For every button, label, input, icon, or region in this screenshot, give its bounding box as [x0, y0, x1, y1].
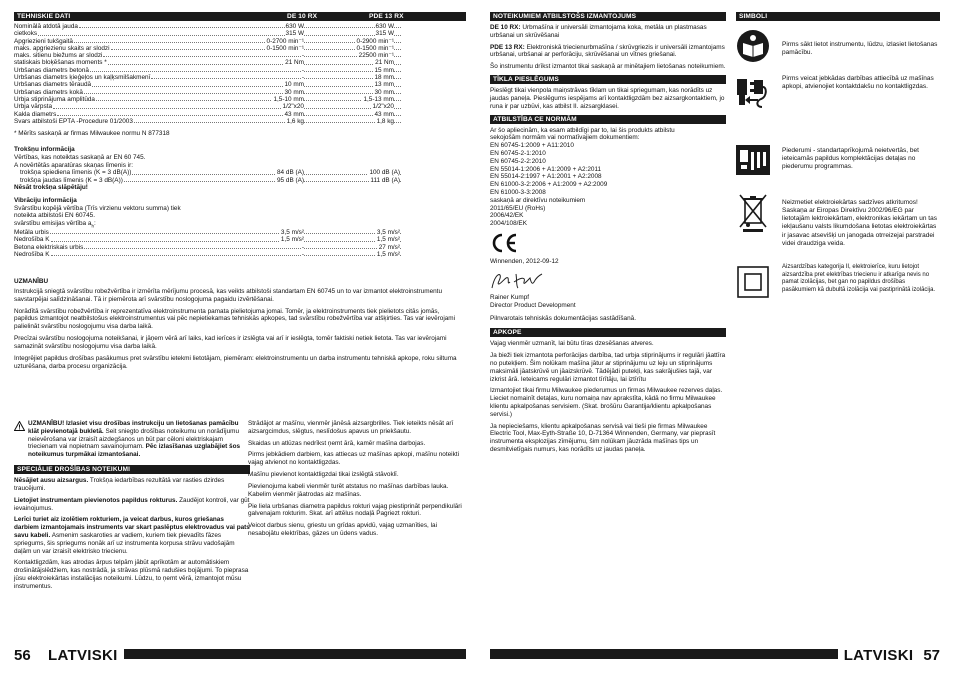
tech-data-header	[14, 12, 466, 21]
mid-para-5: Pievienojuma kabeli vienmēr turēt atstatus no mašīnas darbības lauka. Kabelim vienmēr jāatrodas aiz mašīnas.	[248, 482, 449, 498]
row-value-b: 27 m/s²	[378, 243, 400, 251]
row-value-a: -	[301, 243, 304, 251]
ce-line: EN 55014-2:1997 + A1:2001 + A2:2008	[490, 173, 602, 181]
network-text: Pieslēgt tikai vienpola maiņstrāvas tīklam un tikai spriegumam, kas norādīts uz jaudas paneļa. Pieslēgums iespējams arī kontaktligzdām bez aizsargkontaktiem, jo runa ir par uzbūvi, kas atbilst II. aizsargklasei.	[490, 87, 725, 110]
ce-line: EN 61000-3-2:2006 + A1:2009 + A2:2009	[490, 181, 608, 189]
row-leader	[108, 59, 401, 67]
ce-line: EN 60745-1:2009 + A11:2010	[490, 142, 574, 150]
warning-para-1: Instrukcijā sniegtā svārstību robežvērtība ir izmērīta mērījumu procesā, kas veikts atbilstoši standartam EN 60745 un to var izmantot elektroinstrumentu savstarpējai salīdzināšanai. Tā ir piemērota arī svārstību noslogojuma pagaidu izvērtēšanai.	[14, 288, 443, 303]
row-value-a: 0-2700 min⁻¹	[266, 37, 304, 45]
ce-line: EN 61000-3-3:2008	[490, 189, 546, 196]
row-value-b: 13 mm	[374, 81, 394, 89]
row-value-a: -	[301, 52, 304, 60]
row-value-b: 100 dB (A)	[369, 169, 400, 177]
noise-line-2: A novērtētās aparatūras skaņas līmenis ir:	[14, 161, 133, 169]
row-value-b: 1,5 m/s²	[376, 236, 400, 244]
row-leader	[132, 169, 401, 177]
ce-declaration	[490, 127, 726, 229]
tech-row	[14, 23, 402, 30]
row-leader	[151, 74, 401, 82]
row-value-b: 3,5 m/s²	[376, 229, 400, 237]
tech-data-table	[14, 23, 402, 125]
row-label: Urbšanas diametrs ķieģeļos un kaļķsmilšakmenī	[14, 74, 151, 82]
row-leader	[103, 52, 401, 60]
symbol-text-3: Piederumi - standartaprīkojumā neietvertās, bet ieteicamās papildus komplektācijas detaļas no piederumu programmas.	[782, 147, 919, 171]
mid-para-3: Pirms jebkādiem darbiem, kas attiecas uz mašīnas apkopi, mašīnu noteikti vajag atvienot no kontaktligzdas.	[248, 451, 459, 467]
left-lower-col-1	[14, 420, 250, 595]
warning-triangle-icon	[14, 421, 25, 431]
row-value-b: 15 mm	[374, 66, 394, 74]
warning-para-4: Integrējiet papildus drošības pasākumus pret svārstību ietekmi lietotājam, piemēram: elektroinstrumentu un darba instrumentu tehniskā apkope, roku siltuma uzturēšana, darba procesu organizācija.	[14, 354, 457, 370]
signer-name: Rainer Kumpf	[490, 293, 530, 301]
warning-title: UZMANĪBU	[14, 278, 49, 286]
row-label: trokšņa spiediena līmenis (K = 3 dB(A))	[20, 169, 132, 177]
row-label: trokšņa jaudas līmenis (K = 3 dB(A))	[20, 176, 123, 184]
footnote: * Mērīts saskaņā ar firmas Milwaukee normu N 877318	[14, 130, 170, 138]
accessories-icon	[736, 145, 770, 179]
vib-row	[14, 244, 402, 251]
unplug-icon	[736, 75, 770, 109]
row-label: Urbšanas diametrs kokā	[14, 88, 83, 96]
ce-line: EN 60745-2-2:2010	[490, 157, 546, 165]
use-note: Šo instrumentu drīkst izmantot tikai saskaņā ar minētajiem lietošanas noteikumiem.	[490, 63, 726, 71]
tech-row	[14, 52, 402, 59]
mid-para-6: Pie liela urbšanas diametra papildus rokturi vajag piestiprināt perpendikulāri galvenajam rokturim. Skat. arī attēlus nodaļā Pagriezt rokturi.	[248, 502, 462, 518]
special-rule-4: Kontaktligzdām, kas atrodas ārpus telpām jābūt aprīkotām ar automātiskiem drošinātājslēdžiem, kas nostrādā, ja strāvas plūsmā radušies bojājumi. To pieprasa jūsu elektroiekārtas instalācijas noteikumi. Lūdzu, to ņemt vērā, izmantojot mūsu instrumentus.	[14, 559, 249, 590]
row-value-b: 630 W	[375, 23, 394, 30]
tech-row	[14, 45, 402, 52]
attention-bold: UZMANĪBU! Izlasiet visu drošības instrukciju un lietošanas pamācību klāt pievienotajā bukletā.	[28, 420, 239, 435]
row-leader	[74, 38, 401, 43]
symbol-row-3	[736, 145, 940, 193]
noise-note: Nēsāt trokšņa slāpētāju!	[14, 184, 88, 191]
symbol-text-1: Pirms sākt lietot instrumentu, lūdzu, izlasiet lietošanas pamācību.	[782, 41, 938, 57]
tech-row	[14, 96, 402, 103]
row-label: Nedrošība K	[14, 250, 50, 258]
col-b-label: PDE 13 RX	[369, 13, 404, 20]
symbol-row-1	[736, 29, 940, 75]
row-value-a: 84 dB (A)	[277, 169, 304, 177]
left-lower-col-2	[248, 420, 462, 542]
page-number-left: 56	[14, 647, 31, 664]
row-value-a: 30 mm	[284, 88, 304, 96]
row-leader	[90, 67, 401, 72]
row-leader	[79, 23, 401, 28]
maint-para-3: Izmantojiet tikai firmu Milwaukee piederumus un firmas Milwaukee rezerves daļas. Lieciet nomainīt detaļas, kuru nomaiņa nav aprakstīta, kādā no firmu Milwaukee klientu apkalpošanas servisiem. (Skat. brošūru Garantija/klientu apkalpošanas servisi.)	[490, 387, 723, 418]
vib-row	[14, 251, 402, 258]
row-leader	[84, 244, 401, 249]
tech-row	[14, 59, 402, 66]
ce-line: EN 55014-1:2006 + A1:2009 + A2:2011	[490, 165, 602, 173]
attention-block	[14, 420, 250, 459]
row-value-a: 3,5 m/s²	[280, 229, 304, 237]
vib-row	[14, 229, 402, 236]
row-label: Urbja vārpsta	[14, 103, 53, 111]
tech-row	[14, 103, 402, 110]
page-number-right: 57	[923, 647, 940, 664]
row-label: Svars atbilstoši EPTA -Procedure 01/2003	[14, 117, 133, 125]
ce-line: 2011/65/EU (RoHs)	[490, 204, 546, 212]
row-value-a: 1,6 kg	[286, 117, 304, 125]
vib-line-3: svārstību emisijas vērtība $a_h$:	[14, 220, 96, 229]
row-value-b: 111 dB (A)	[370, 176, 400, 184]
attention-rest: Seit sniegto drošības noteikumu un norādījumu neievērošana var izraisīt aizdegšanos un būt par cēloni elektriskajam triecienam vai nopietnam savainojumam.	[28, 427, 240, 451]
row-value-b: 18 mm	[374, 74, 394, 82]
row-leader	[96, 96, 401, 101]
row-label: Kakla diametrs	[14, 110, 57, 118]
row-value-a: 95 dB (A)	[277, 176, 304, 184]
row-value-a: -	[301, 250, 304, 258]
mid-para-2: Skaidas un atlūzas nedrīkst ņemt ārā, kamēr mašīna darbojas.	[248, 439, 426, 447]
mid-para-7: Veicot darbus sienu, griestu un grīdas apvidū, vajag uzmanīties, lai nesabojātu elektrības, gāzes un ūdens vadus.	[248, 522, 437, 537]
ce-line: sekojošām normām vai normatīvajiem dokumentiem:	[490, 134, 640, 142]
row-value-b: 1/2"x20	[372, 103, 394, 111]
symbol-text-2: Pirms veicat jebkādas darbības attiecībā uz mašīnas apkopi, atvienojiet kontaktdakšu no kontaktligzdas.	[782, 75, 934, 91]
row-value-a: 0-1500 min⁻¹	[266, 44, 304, 52]
ce-line: saskaņā ar direktīvu noteikumiem	[490, 196, 586, 204]
ce-line: EN 60745-2-1:2010	[490, 149, 546, 157]
tech-row	[14, 89, 402, 96]
ce-line: Ar šo apliecinām, ka esam atbildīgi par to, lai šis produkts atbilstu	[490, 126, 675, 134]
ce-mark	[490, 232, 520, 254]
symbol-row-5	[736, 265, 940, 313]
row-label: Apgriezieni tukšgaitā	[14, 37, 73, 45]
row-value-b: 0-1500 min⁻¹	[356, 44, 394, 52]
row-leader	[124, 177, 401, 182]
noise-row	[20, 169, 402, 176]
weee-bin-icon	[736, 193, 770, 233]
footer-bar-left	[124, 649, 466, 659]
page-title-left: LATVISKI	[48, 647, 118, 664]
noise-table	[14, 169, 402, 184]
tech-row	[14, 118, 402, 125]
ce-line: 2004/108/EK	[490, 220, 527, 228]
row-label: cietkoks	[14, 30, 38, 38]
row-value-a: 315 W	[285, 30, 304, 38]
row-value-b: 1,5 m/s²	[376, 250, 400, 258]
left-footer	[14, 648, 466, 664]
row-value-b: 30 mm	[374, 88, 394, 96]
maint-para-2: Ja bieži tiek izmantota perforācijas darbība, tad urbja stiprinājums ir regulāri jāattīra no putekļiem. Šim nolūkam mašīna jātur ar stiprinājumu uz leju un stiprinājums maksimāli jāatskrūvē un jāaizskrūvē. Tādējādi putekļi, kas sakrājušies tajā, var izkrist ārā. Ieteicams regulāri izmantot tīrītāju, lai iztīrītu	[490, 352, 726, 383]
tech-row	[14, 38, 402, 45]
row-value-a: 43 mm	[284, 110, 304, 118]
row-value-a: 21 Nm	[285, 59, 304, 67]
row-leader	[84, 89, 401, 94]
maint-para-4: Ja nepieciešams, klientu apkalpošanas servisā vai tieši pie firmas Milwaukee Electric Tool, Max-Eyth-Straße 10, D-71364 Winnenden, Germany, var pieprasīt instrumenta eksplozijas zīmējumu, šim nolūkam jāuzrāda mašīnas tips un desmitvietīgais numurs, kas norādīts uz jaudas paneļa.	[490, 422, 716, 454]
network-header: TĪKLA PIESLĒGUMS	[490, 75, 726, 84]
row-value-b: 22500 min⁻¹	[358, 52, 394, 60]
vib-line-2: noteikta atbilstoši EN 60745.	[14, 212, 95, 220]
warning-section	[14, 278, 464, 370]
row-value-b: 21 Nm	[375, 59, 394, 67]
class-ii-icon	[736, 265, 770, 299]
row-leader	[51, 251, 401, 256]
row-label: Urbja stiprinājuma amplitūda	[14, 95, 95, 103]
row-leader	[50, 229, 401, 237]
right-col-2	[736, 12, 940, 313]
right-col-1	[490, 12, 726, 458]
special-rule-2: Lietojiet instrumentam pievienotos papildus rokturus. Zaudējot kontroli, var gūt ievainojumus.	[14, 496, 250, 512]
row-label: statiskais bloķēšanas moments *	[14, 59, 107, 67]
ce-mark-icon	[490, 232, 520, 254]
row-value-a: 1,5-10 mm	[273, 95, 304, 103]
special-rules-header: SPECIĀLIE DROŠĪBAS NOTEIKUMI	[14, 465, 250, 474]
row-label: Metāla urbis	[14, 229, 49, 237]
noise-row	[20, 177, 402, 184]
special-rule-3: Lerīci turiet aiz izolētiem rokturiem, ja veicat darbus, kuros griešanas darbiem izmantojamais instruments var skart paslēptus elektrovadus vai pats savu kabeli. Asmenim saskaroties ar vadiem, kuriem tiek pievadīts fāzes spriegums, šis spriegums nonāk arī uz instrumenta korpusa strāvu vadošajām daļām un var izraisīt elektrisko triecienu.	[14, 516, 250, 555]
row-label: maks. sitienu biežums ar slodzi	[14, 52, 103, 60]
tech-row	[14, 74, 402, 81]
symbol-text-4: Neizmetiet elektroiekārtas sadzīves atkritumos! Saskaņa ar Eiropas Direktīvu 2002/96/EG par lietotajām lektroiekārtam, elektronikas iekārtam un tas iekļaušanu valsts likumdošana lietotas elektroiekārtas ir jasavac atsevišķi un janogada otrreizejai parstradei videi draudziga veida.	[782, 199, 937, 247]
tech-row	[14, 30, 402, 37]
use-de: DE 10 RX: Urbmašīna ir universāli izmantojama koka, metāla un plastmasas urbšanai un skrūvēšanai	[490, 24, 707, 39]
mid-para-1: Strādājot ar mašīnu, vienmēr jānēsā aizsargbrilles. Tiek ieteikts nēsāt arī aizsargcimdus, slēgtus, neslīdošus apavus un priekšautu.	[248, 420, 454, 435]
maintenance-header: APKOPE	[490, 328, 726, 337]
signature-icon	[490, 270, 550, 292]
row-label: Urbšanas diametrs betonā	[14, 66, 89, 74]
col-a-label: DE 10 RX	[287, 13, 318, 20]
row-leader	[92, 81, 401, 89]
mid-para-4: Mašīnu pievienot kontaktligzdai tikai izslēgtā stāvoklī.	[248, 471, 399, 479]
tech-data-title: TEHNISKIE DATI	[17, 13, 71, 20]
warning-para-3: Precīzai svārstību noslogojuma noteikšanai, ir jāņem vērā arī laiks, kad ierīces ir izslēgta vai arī ir ieslēgta, tomēr faktiski netiek lietota. Tas var ievērojami samazināt svārstību noslogojumu visa darba laikā.	[14, 335, 447, 350]
footer-bar-right	[490, 649, 838, 659]
place-date: Winnenden, 2012-09-12	[490, 258, 559, 266]
tech-row	[14, 111, 402, 118]
row-label: maks. apgriezienu skaits ar slodzi	[14, 44, 110, 52]
row-leader	[38, 30, 401, 38]
row-value-b: 0-2900 min⁻¹	[356, 37, 394, 45]
row-value-a: 10 mm	[284, 81, 304, 89]
row-value-a: -	[301, 66, 304, 74]
special-rule-1: Nēsājiet ausu aizsargus. Trokšņa iedarbības rezultātā var rasties dzirdes traucējumi.	[14, 477, 225, 492]
noise-line-1: Vērtības, kas noteiktas saskaņā ar EN 60 745.	[14, 153, 146, 161]
row-value-a: 1/2"x20	[282, 103, 304, 111]
tech-row	[14, 67, 402, 74]
row-label: Nominālā atdotā jauda	[14, 23, 78, 30]
read-manual-icon	[736, 29, 770, 63]
row-label: Betona elektriskais urbis	[14, 243, 84, 251]
vibration-section	[14, 197, 466, 258]
left-page	[14, 12, 466, 374]
row-value-b: 1,5-13 mm	[363, 95, 394, 103]
attention-bold-2: Pēc izlasīšanas uzglabājiet šos noteikumus turpmākai izmantošanai.	[28, 443, 241, 459]
vibration-title: Vibrāciju informācija	[14, 196, 77, 204]
signer-title: Director Product Development	[490, 301, 576, 309]
vib-row	[14, 236, 402, 243]
symbol-text-5: Aizsardzības kategorija II, elektroierīce, kuru lietojot aizsardzība pret elektrības triecienu ir atkarīga nevis no pamat izolācijas, bet gan no papildus drošības pasākumiem kā dubultā izolācija vai pastiprinātā izolācija.	[782, 264, 936, 293]
row-leader	[57, 111, 401, 116]
row-leader	[51, 236, 401, 244]
vibration-table	[14, 229, 402, 258]
tech-row	[14, 81, 402, 88]
row-leader	[134, 118, 401, 123]
use-pde: PDE 13 RX: Elektroniskā triecienurbmašīna / skrūvgriezis ir universāli izmantojams urbšanai, urbšanai ar perforāciju, skrūvēšanai un vītnes griešanai.	[490, 43, 725, 59]
authorized-text: Pilnvarotais tehniskās dokumentācijas sastādīšanā.	[490, 314, 636, 322]
page-title-right: LATVISKI	[843, 647, 914, 664]
row-value-b: 1,8 kg	[376, 117, 394, 125]
row-label: Nedrošība K	[14, 236, 50, 244]
row-value-a: 630 W	[285, 23, 304, 30]
row-value-b: 43 mm	[374, 110, 394, 118]
ce-header: ATBILSTĪBA CE NORMĀM	[490, 115, 726, 124]
symbol-row-4	[736, 193, 940, 261]
row-label: Urbšanas diametrs tēraudā	[14, 81, 92, 89]
maint-para-1: Vajag vienmēr uzmanīt, lai būtu tīras dzesēšanas atveres.	[490, 340, 654, 348]
symbol-row-2	[736, 75, 940, 145]
row-value-a: 1,5 m/s²	[280, 236, 304, 244]
vib-line-1: Svārstību kopējā vērtība (Trīs virzienu vektoru summa) tiek	[14, 204, 181, 212]
noise-title: Trokšņu informācija	[14, 145, 75, 153]
row-value-a: -	[301, 74, 304, 82]
symbols-header: SIMBOLI	[736, 12, 940, 21]
ce-line: 2006/42/EK	[490, 212, 524, 220]
row-leader	[53, 103, 401, 111]
intended-use-header: NOTEIKUMIEM ATBILSTOŠS IZMANTOJUMS	[490, 12, 726, 21]
noise-section	[14, 146, 466, 192]
right-footer	[490, 648, 940, 664]
row-value-b: 315 W	[375, 30, 394, 38]
warning-para-2: Norādītā svārstību robežvērtība ir reprezentatīva elektroinstrumenta pamata pielietojuma jomai. Tomēr, ja elektroinstruments tiek pielietots citās jomās, papildus izmantojot neatbilstošus elektroinstrumentus vai pēc nepietiekamas tehniskās apkopes, tad svārstību robežvērtība var atšķirties. Tas var ievērojami palielināt svārstību noslogojumu visa darba laikā.	[14, 307, 456, 331]
